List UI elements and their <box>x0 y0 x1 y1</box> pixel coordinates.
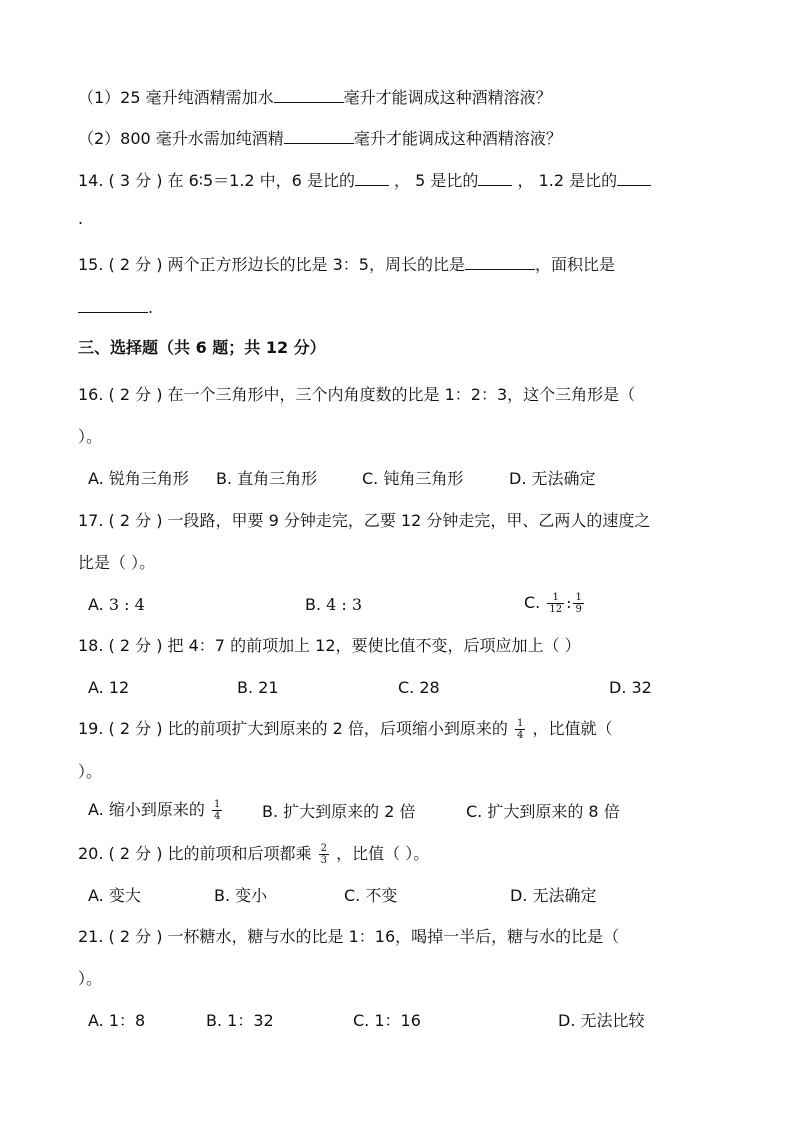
q14-text-c: ， 1.2 是比的 <box>517 171 618 190</box>
answer-blank[interactable] <box>284 127 354 144</box>
fraction-numerator: 1 <box>517 718 524 729</box>
q21-option-a[interactable]: A. 1：8 <box>88 1011 146 1030</box>
q20-option-d[interactable]: D. 无法确定 <box>510 886 597 905</box>
q14-period: . <box>78 209 84 228</box>
fraction-denominator: 12 <box>549 604 563 615</box>
q21-option-d[interactable]: D. 无法比较 <box>558 1011 645 1030</box>
q16-option-a[interactable]: A. 锐角三角形 <box>88 469 189 488</box>
q13-part1 <box>78 86 552 109</box>
fraction-denominator: 4 <box>213 811 221 822</box>
answer-blank[interactable] <box>355 169 389 186</box>
q20-option-b[interactable]: B. 变小 <box>214 886 268 905</box>
fraction-1-12 <box>547 592 564 615</box>
q18-option-b[interactable]: B. 21 <box>237 678 279 697</box>
q18-option-d[interactable]: D. 32 <box>609 678 652 697</box>
question-18: 18. ( 2 分 ) 把 4：7 的前项加上 12，要使比值不变，后项应加上（ ） <box>78 636 581 655</box>
q18-option-a[interactable]: A. 12 <box>88 678 130 697</box>
q14-text-a: 14. ( 3 分 ) 在 6∶5＝1.2 中，6 是比的 <box>78 171 355 190</box>
q19-option-a-text: A. 缩小到原来的 <box>88 800 205 819</box>
q13-part1-tail: 毫升才能调成这种酒精溶液？ <box>343 88 552 107</box>
q16-option-b[interactable]: B. 直角三角形 <box>216 469 318 488</box>
question-16: 16. ( 2 分 ) 在一个三角形中，三个内角度数的比是 1：2：3，这个三角形是（ <box>78 385 636 404</box>
q19-option-b[interactable]: B. 扩大到原来的 2 倍 <box>262 802 416 821</box>
ratio-colon: : <box>566 593 572 612</box>
fraction-numerator: 2 <box>320 843 328 854</box>
q18-option-c[interactable]: C. 28 <box>398 678 440 697</box>
q17-option-a[interactable] <box>88 594 145 616</box>
answer-blank[interactable] <box>478 169 512 186</box>
question-17: 17. ( 2 分 ) 一段路，甲要 9 分钟走完，乙要 12 分钟走完，甲、乙两人的速度之 <box>78 511 651 530</box>
q14-text-b: ， 5 是比的 <box>394 171 479 190</box>
q19-text-a2: ，比值就（ <box>532 719 613 738</box>
q17-option-b[interactable] <box>305 594 362 616</box>
q20-option-c[interactable]: C. 不变 <box>344 886 398 905</box>
q17-option-a-label: A. <box>88 595 109 614</box>
fraction-numerator: 1 <box>213 799 221 810</box>
q17-option-c[interactable] <box>524 592 586 615</box>
question-15-cont <box>78 296 153 319</box>
q17-option-a-ratio: 3 : 4 <box>108 595 145 614</box>
q20-text-a2: ，比值（ ）。 <box>336 844 430 863</box>
q15-text-c: . <box>148 298 154 317</box>
q19-text-a: 19. ( 2 分 ) 比的前项扩大到原来的 2 倍，后项缩小到原来的 <box>78 719 508 738</box>
q21-option-b[interactable]: B. 1：32 <box>206 1011 274 1030</box>
q13-part2-tail: 毫升才能调成这种酒精溶液？ <box>353 129 562 148</box>
q20-option-a[interactable]: A. 变大 <box>88 886 141 905</box>
question-17-cont: 比是（ ）。 <box>78 553 156 572</box>
question-21-cont: ）。 <box>78 969 103 988</box>
q17-option-c-label: C. <box>524 593 546 612</box>
fraction-1-4 <box>212 799 222 822</box>
question-14 <box>78 169 651 192</box>
q15-text-a: 15. ( 2 分 ) 两个正方形边长的比是 3：5，周长的比是 <box>78 255 465 274</box>
q15-text-b: ，面积比是 <box>535 255 616 274</box>
question-19 <box>78 718 612 741</box>
answer-blank[interactable] <box>617 169 651 186</box>
question-15 <box>78 253 615 276</box>
answer-blank[interactable] <box>274 86 344 103</box>
q20-text-a: 20. ( 2 分 ) 比的前项和后项都乘 <box>78 844 312 863</box>
fraction-numerator: 1 <box>575 592 582 603</box>
q19-option-a[interactable] <box>88 799 224 822</box>
q16-option-c[interactable]: C. 钝角三角形 <box>362 469 464 488</box>
q17-option-b-ratio: 4 : 3 <box>326 595 363 614</box>
q16-option-d[interactable]: D. 无法确定 <box>509 469 596 488</box>
question-21: 21. ( 2 分 ) 一杯糖水，糖与水的比是 1：16，喝掉一半后，糖与水的比是（ <box>78 927 620 946</box>
q21-option-c[interactable]: C. 1：16 <box>353 1011 421 1030</box>
q13-part2-text: （2）800 毫升水需加纯酒精 <box>78 129 284 148</box>
question-20 <box>78 843 429 866</box>
q17-option-b-label: B. <box>305 595 327 614</box>
fraction-denominator: 9 <box>575 604 582 615</box>
fraction-numerator: 1 <box>552 592 559 603</box>
section-heading-3: 三、选择题（共 6 题；共 12 分） <box>78 338 326 357</box>
fraction-2-3 <box>319 843 329 866</box>
fraction-1-4 <box>515 718 525 741</box>
q13-part2 <box>78 127 562 150</box>
question-16-cont: ）。 <box>78 427 103 446</box>
fraction-denominator: 4 <box>517 730 524 741</box>
answer-blank[interactable] <box>465 253 535 270</box>
question-19-cont: ）。 <box>78 762 103 781</box>
q13-part1-text: （1）25 毫升纯酒精需加水 <box>78 88 274 107</box>
fraction-1-9 <box>573 592 583 615</box>
answer-blank[interactable] <box>78 296 148 313</box>
q19-option-c[interactable]: C. 扩大到原来的 8 倍 <box>466 802 620 821</box>
fraction-denominator: 3 <box>320 855 328 866</box>
